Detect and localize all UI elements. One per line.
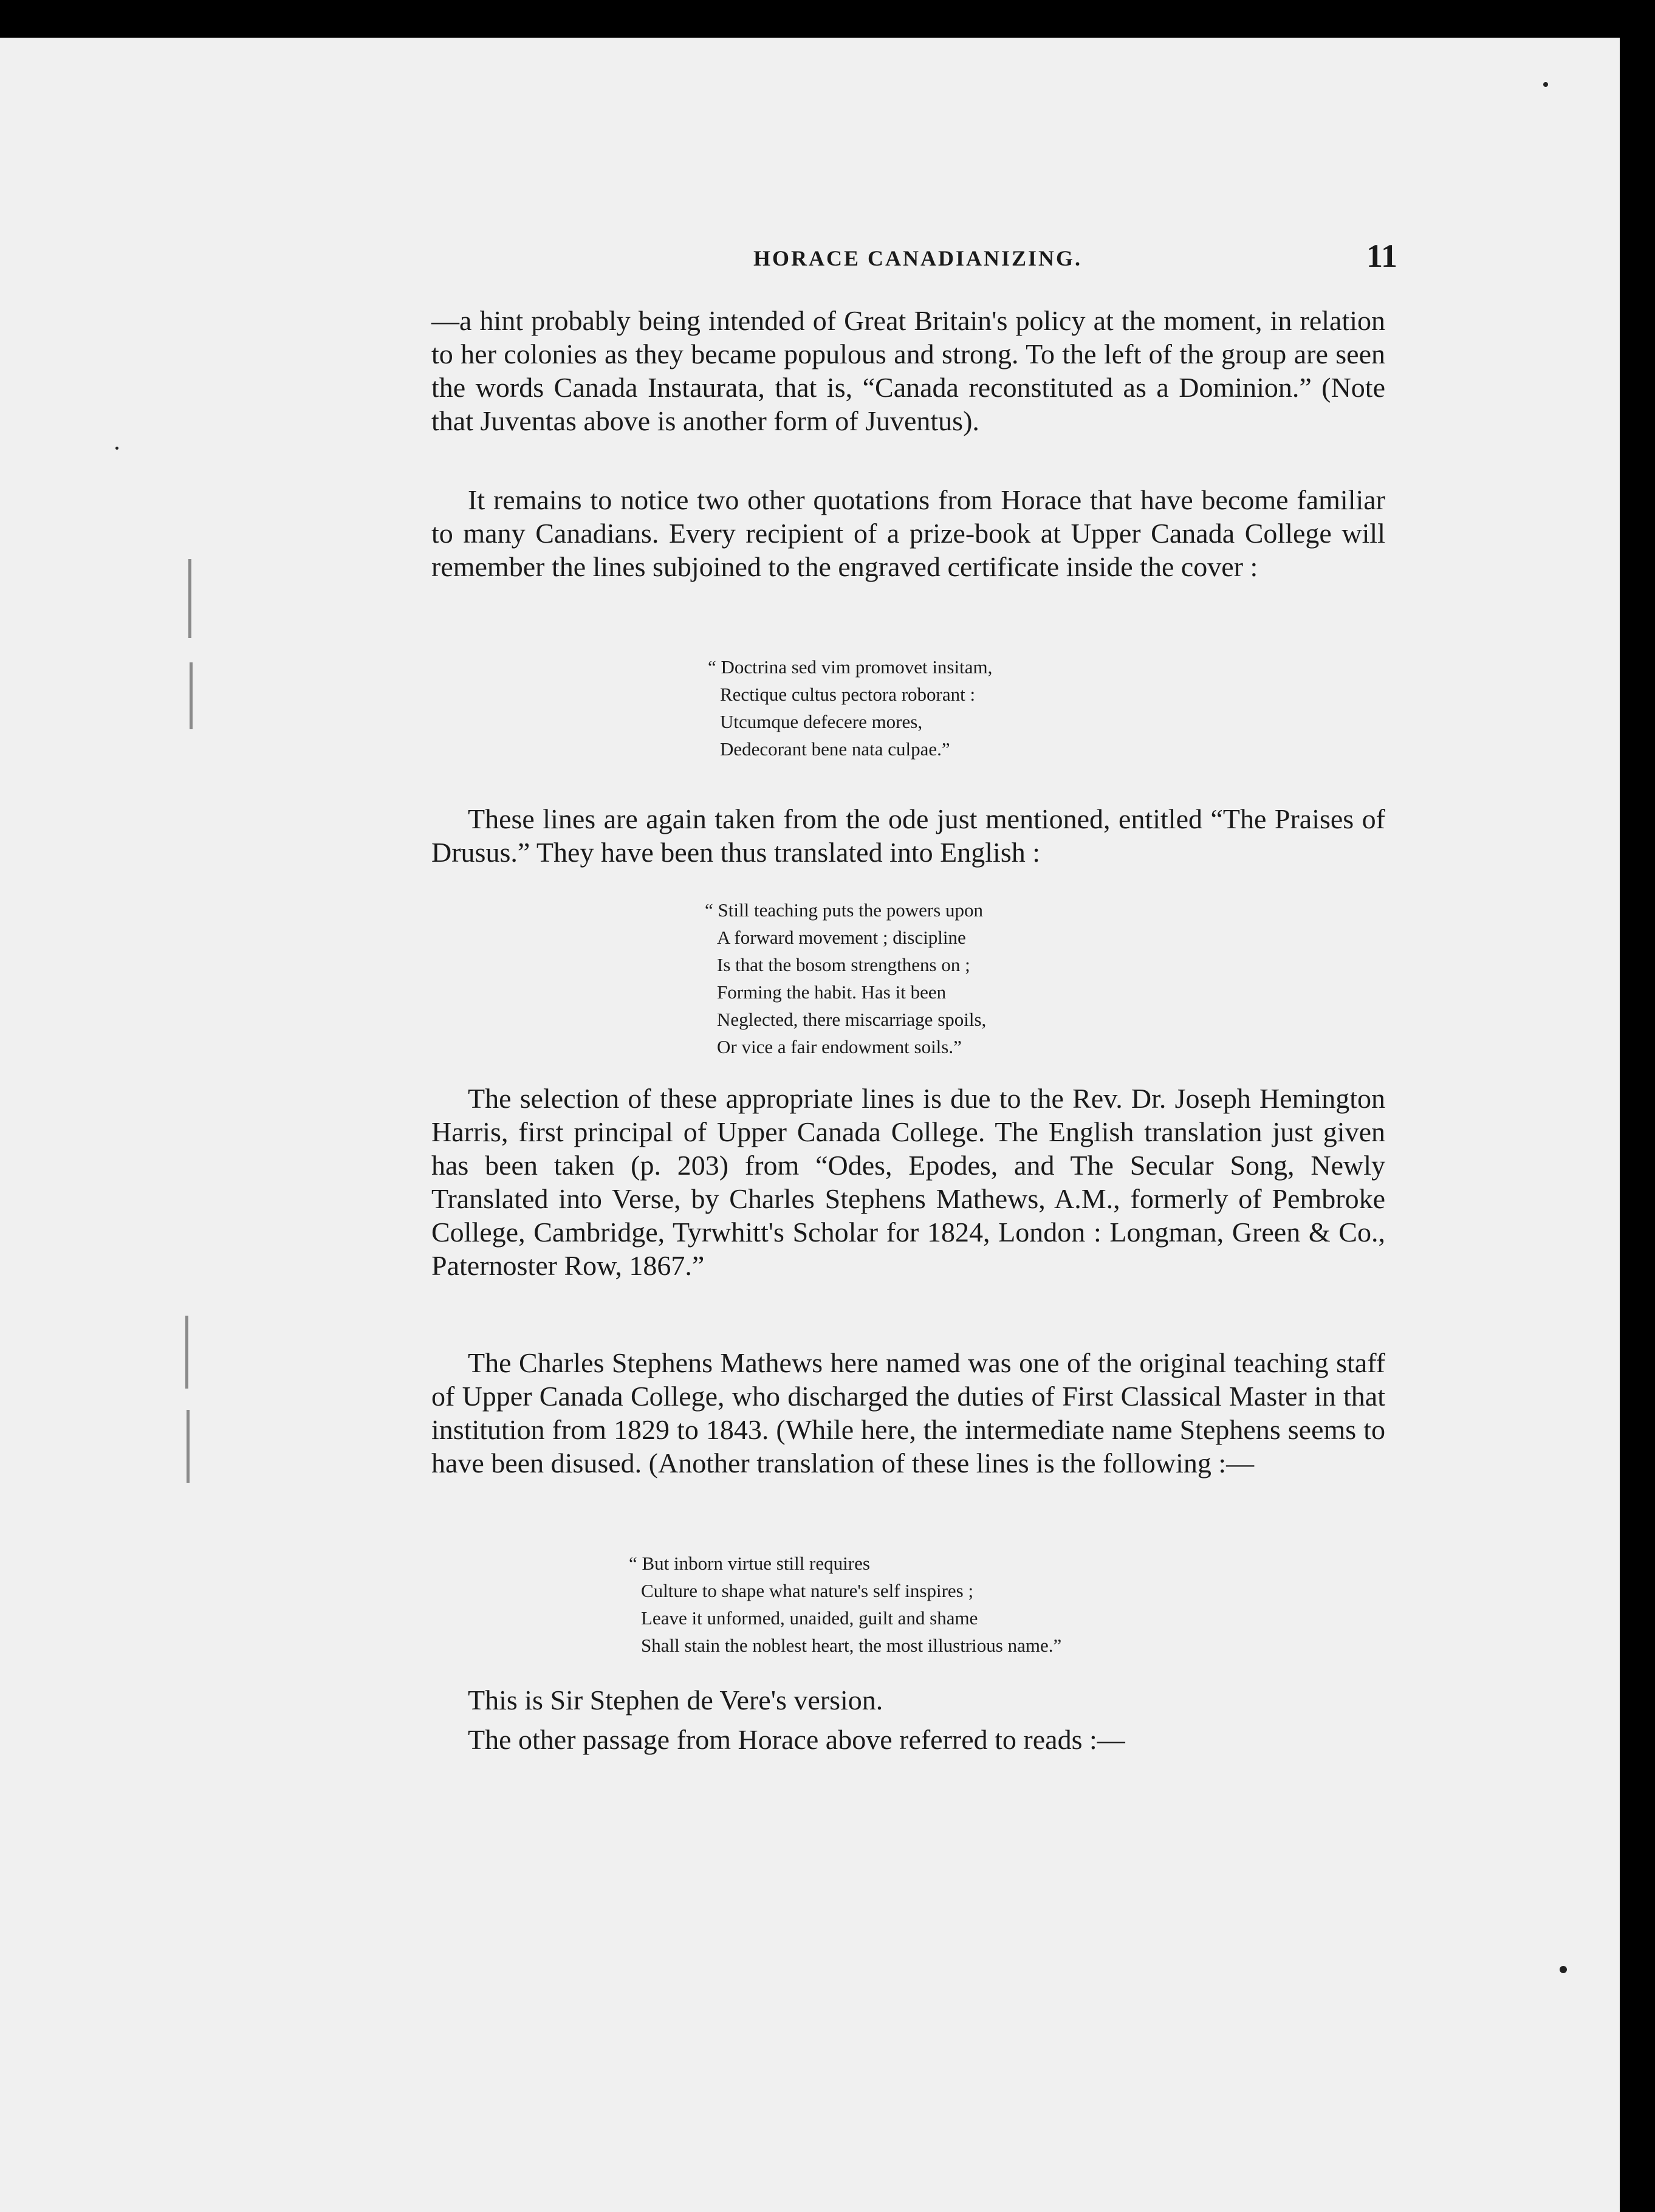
paragraph-2: It remains to notice two other quotations from Horace that have become familiar to many Canadians. Every recipient of a prize-book at Upper Canada College will remember the lines subjoined to the engraved certificate inside the cover : bbox=[431, 484, 1385, 582]
paragraph-3: These lines are again taken from the ode just mentioned, entitled “The Praises of Drusus.” They have been thus translated into English : bbox=[431, 803, 1385, 868]
paragraph-1: —a hint probably being intended of Great Britain's policy at the moment, in relation to her colonies as they became populous and strong. To the left of the group are seen the words Canada Instaurata, that is, “Canada reconstituted as a Dominion.” (Note that Juventas above is another form of Juventus). bbox=[431, 305, 1385, 436]
quote-line: A forward movement ; discipline bbox=[717, 927, 966, 948]
quote-line: Leave it unformed, unaided, guilt and shame bbox=[641, 1607, 978, 1629]
paragraph-5: The Charles Stephens Mathews here named was one of the original teaching staff of Upper Canada College, who discharged the duties of First Classical Master in that institution from 1829 to 1843. (While here, the intermediate name Stephens seems to have been disused. (Another translation of these lines is the following :— bbox=[431, 1347, 1385, 1479]
scan-speck bbox=[1543, 82, 1548, 87]
paragraph-4: The selection of these appropriate lines is due to the Rev. Dr. Joseph Hemington Harris, first principal of Upper Canada College. The English translation just given has been taken (p. 203) from “Odes, Epodes, and The Secular Song, Newly Translated into Verse, by Charles Stephens Mathews, A.M., formerly of Pembroke College, Cambridge, Tyrwhitt's Scholar for 1824, London : Longman, Green & Co., Paternoster Row, 1867.” bbox=[431, 1083, 1385, 1281]
quote-line: Shall stain the noblest heart, the most illustrious name.” bbox=[641, 1635, 1062, 1656]
binding-mark bbox=[190, 662, 193, 729]
scan-speck bbox=[115, 447, 118, 450]
quote-line: Culture to shape what nature's self inspires ; bbox=[641, 1580, 974, 1601]
quote-line: Rectique cultus pectora roborant : bbox=[720, 684, 976, 705]
page-header bbox=[753, 237, 1397, 280]
quote-line: Utcumque defecere mores, bbox=[720, 711, 923, 732]
quote-line: Or vice a fair endowment soils.” bbox=[717, 1036, 962, 1057]
scan-speck bbox=[1560, 1966, 1567, 1973]
quote-line: “ Doctrina sed vim promovet insitam, bbox=[708, 656, 993, 678]
page-number: 11 bbox=[1366, 238, 1397, 274]
scan-edge bbox=[1620, 0, 1655, 2212]
binding-mark bbox=[187, 1410, 190, 1483]
paragraph-6: This is Sir Stephen de Vere's version. bbox=[468, 1685, 883, 1716]
quote-line: Neglected, there miscarriage spoils, bbox=[717, 1009, 987, 1030]
quote-line: “ But inborn virtue still requires bbox=[629, 1553, 870, 1574]
quote-devere bbox=[629, 1550, 1061, 1659]
quote-line: “ Still teaching puts the powers upon bbox=[705, 899, 984, 921]
quote-latin bbox=[708, 653, 992, 763]
running-title: HORACE CANADIANIZING. bbox=[753, 246, 1083, 270]
quote-line: Is that the bosom strengthens on ; bbox=[717, 954, 970, 975]
quote-mathews bbox=[705, 896, 986, 1060]
binding-mark bbox=[185, 1316, 188, 1389]
binding-mark bbox=[188, 559, 191, 638]
quote-line: Forming the habit. Has it been bbox=[717, 981, 947, 1003]
quote-line: Dedecorant bene nata culpae.” bbox=[720, 738, 950, 760]
paragraph-7: The other passage from Horace above referred to reads :— bbox=[468, 1724, 1125, 1755]
